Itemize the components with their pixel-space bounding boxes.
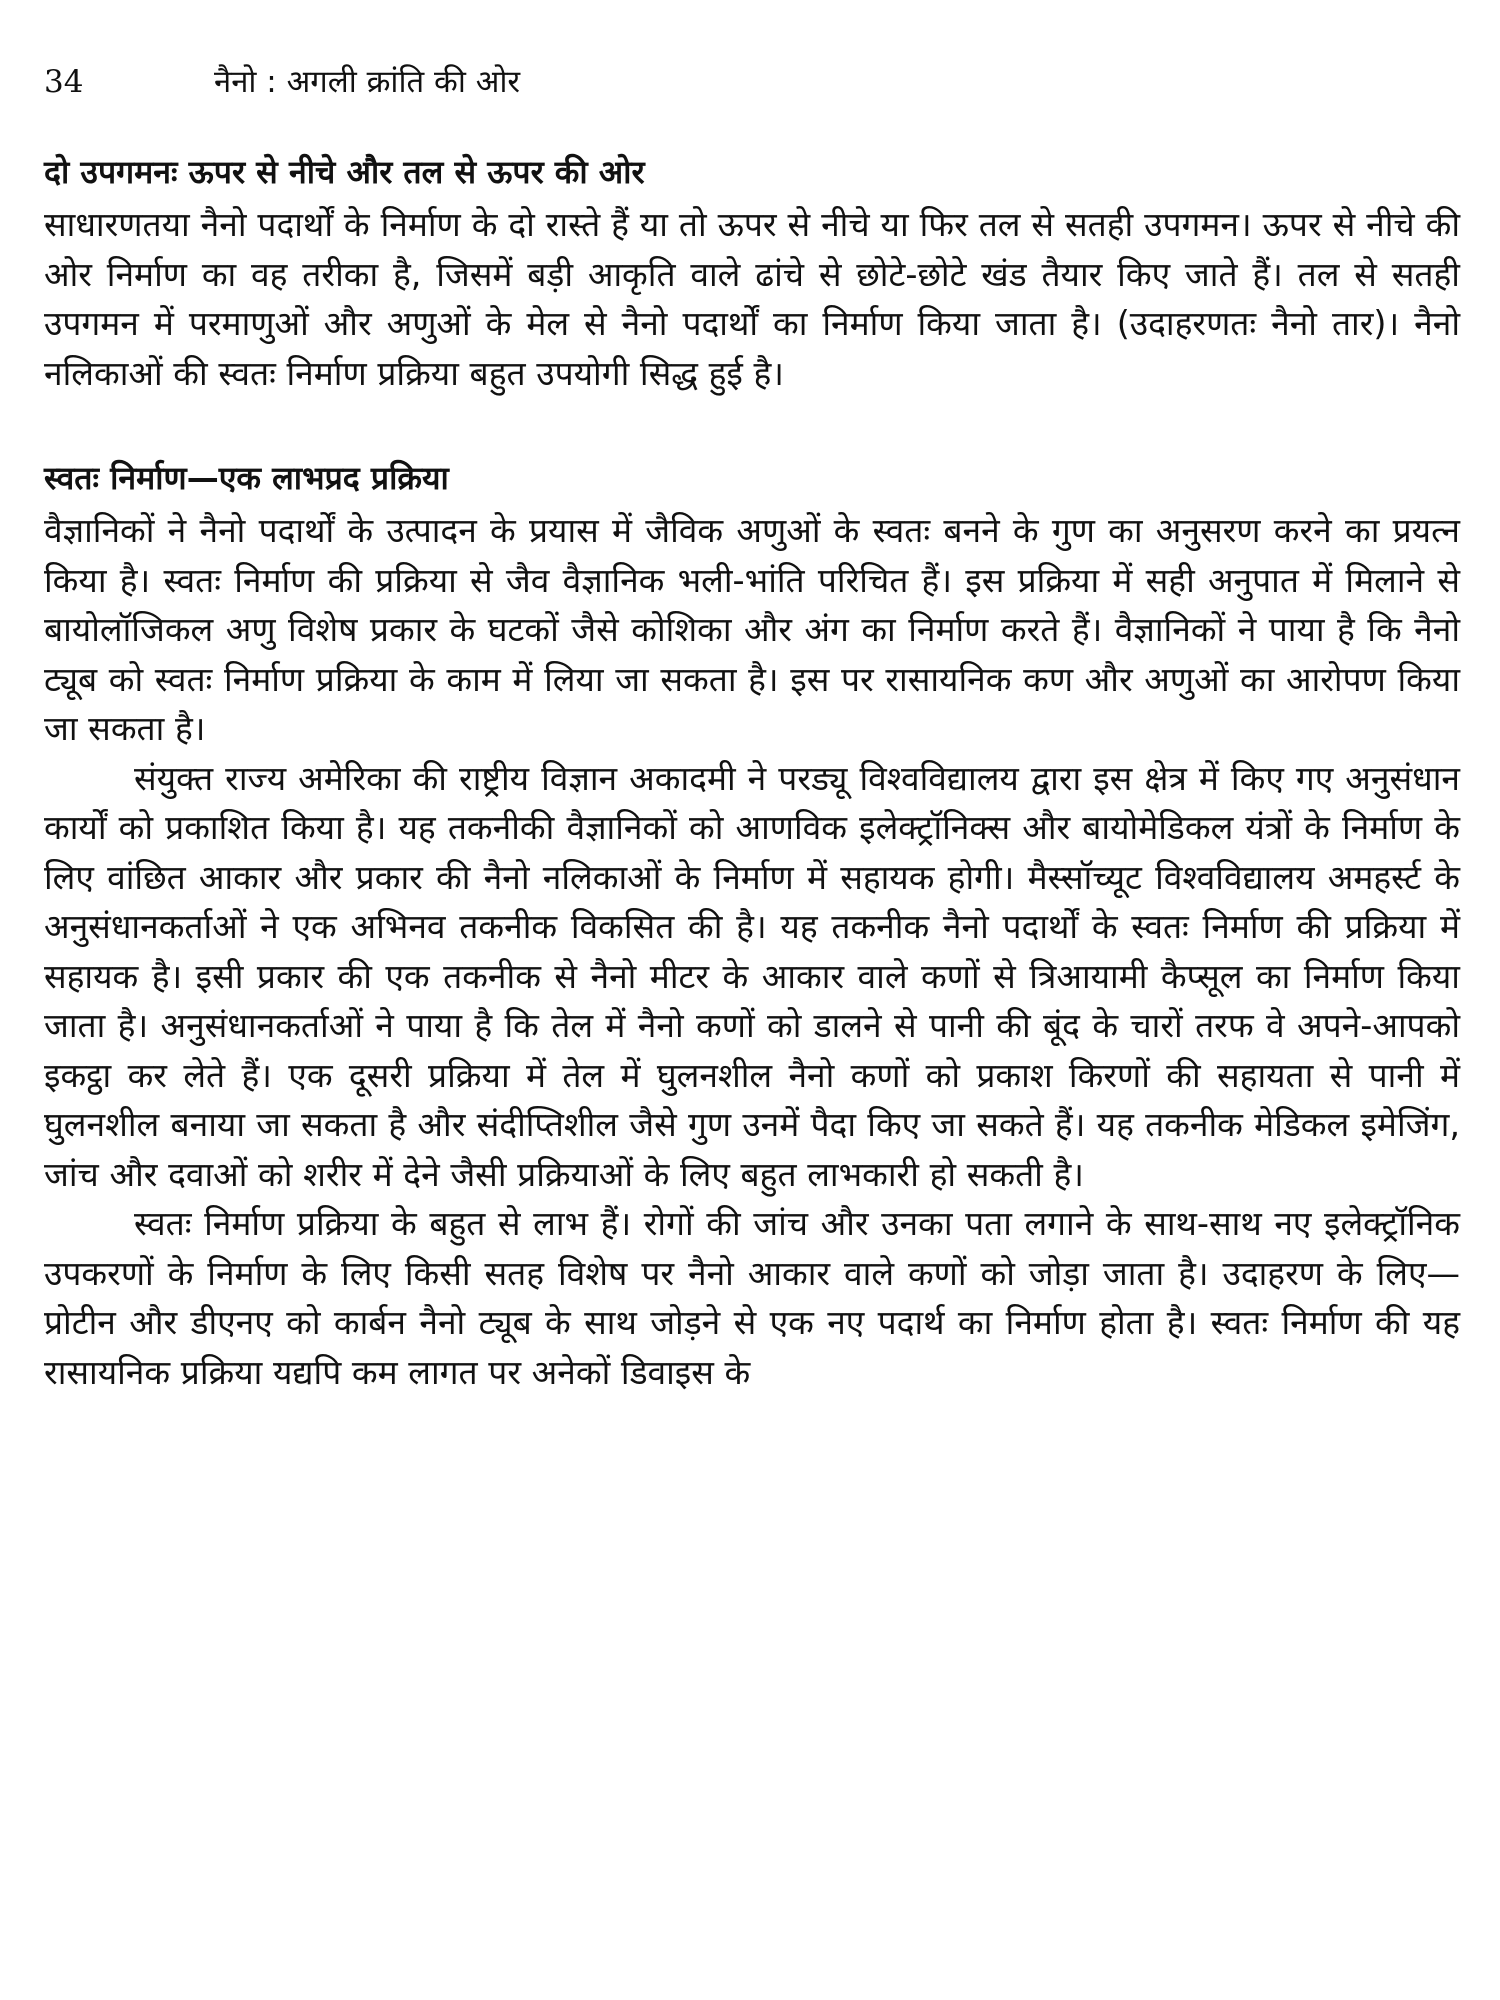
page-number: 34 <box>44 64 84 100</box>
section-two-approaches <box>44 146 1460 398</box>
section-heading: दो उपगमनः ऊपर से नीचे और तल से ऊपर की ओर <box>44 153 645 191</box>
paragraph: संयुक्त राज्य अमेरिका की राष्ट्रीय विज्ञान अकादमी ने परड्यू विश्वविद्यालय द्वारा इस क्षेत्र में किए गए अनुसंधान कार्यों को प्रकाशित किया है। यह तकनीकी वैज्ञानिकों को आणविक इलेक्ट्रॉनिक्स और बायोमेडिकल यंत्रों के निर्माण के लिए वांछित आकार और प्रकार की नैनो नलिकाओं के निर्माण में सहायक होगी। मैस्सॉच्यूट विश्वविद्यालय अमहर्स्ट के अनुसंधानकर्ताओं ने एक अभिनव तकनीक विकसित की है। यह तकनीक नैनो पदार्थों के स्वतः निर्माण की प्रक्रिया में सहायक है। इसी प्रकार की एक तकनीक से नैनो मीटर के आकार वाले कणों से त्रिआयामी कैप्सूल का निर्माण किया जाता है। अनुसंधानकर्ताओं ने पाया है कि तेल में नैनो कणों को डालने से पानी की बूंद के चारों तरफ वे अपने-आपको इकट्ठा कर लेते हैं। एक दूसरी प्रक्रिया में तेल में घुलनशील नैनो कणों को प्रकाश किरणों की सहायता से पानी में घुलनशील बनाया जा सकता है और संदीप्तिशील जैसे गुण उनमें पैदा किए जा सकते हैं। यह तकनीक मेडिकल इमेजिंग, जांच और दवाओं को शरीर में देने जैसी प्रक्रियाओं के लिए बहुत लाभकारी हो सकती है। <box>44 758 1460 1194</box>
running-header <box>44 62 1460 102</box>
section-self-assembly <box>44 452 1460 1397</box>
section-heading: स्वतः निर्माण—एक लाभप्रद प्रक्रिया <box>44 459 449 497</box>
book-title: नैनो : अगली क्रांति की ओर <box>214 64 521 100</box>
paragraph: साधारणतया नैनो पदार्थों के निर्माण के दो रास्ते हैं या तो ऊपर से नीचे या फिर तल से सतही उपगमन। ऊपर से नीचे की ओर निर्माण का वह तरीका है, जिसमें बड़ी आकृति वाले ढांचे से छोटे-छोटे खंड तैयार किए जाते हैं। तल से सतही उपगमन में परमाणुओं और अणुओं के मेल से नैनो पदार्थों का निर्माण किया जाता है। (उदाहरणतः नैनो तार)। नैनो नलिकाओं की स्वतः निर्माण प्रक्रिया बहुत उपयोगी सिद्ध हुई है। <box>44 205 1460 393</box>
paragraph: वैज्ञानिकों ने नैनो पदार्थों के उत्पादन के प्रयास में जैविक अणुओं के स्वतः बनने के गुण का अनुसरण करने का प्रयत्न किया है। स्वतः निर्माण की प्रक्रिया से जैव वैज्ञानिक भली-भांति परिचित हैं। इस प्रक्रिया में सही अनुपात में मिलाने से बायोलॉजिकल अणु विशेष प्रकार के घटकों जैसे कोशिका और अंग का निर्माण करते हैं। वैज्ञानिकों ने पाया है कि नैनो ट्यूब को स्वतः निर्माण प्रक्रिया के काम में लिया जा सकता है। इस पर रासायनिक कण और अणुओं का आरोपण किया जा सकता है। <box>44 511 1461 748</box>
paragraph: स्वतः निर्माण प्रक्रिया के बहुत से लाभ हैं। रोगों की जांच और उनका पता लगाने के साथ-साथ नए इलेक्ट्रॉनिक उपकरणों के निर्माण के लिए किसी सतह विशेष पर नैनो आकार वाले कणों को जोड़ा जाता है। उदाहरण के लिए—प्रोटीन और डीएनए को कार्बन नैनो ट्यूब के साथ जोड़ने से एक नए पदार्थ का निर्माण होता है। स्वतः निर्माण की यह रासायनिक प्रक्रिया यद्यपि कम लागत पर अनेकों डिवाइस के <box>44 1204 1460 1392</box>
